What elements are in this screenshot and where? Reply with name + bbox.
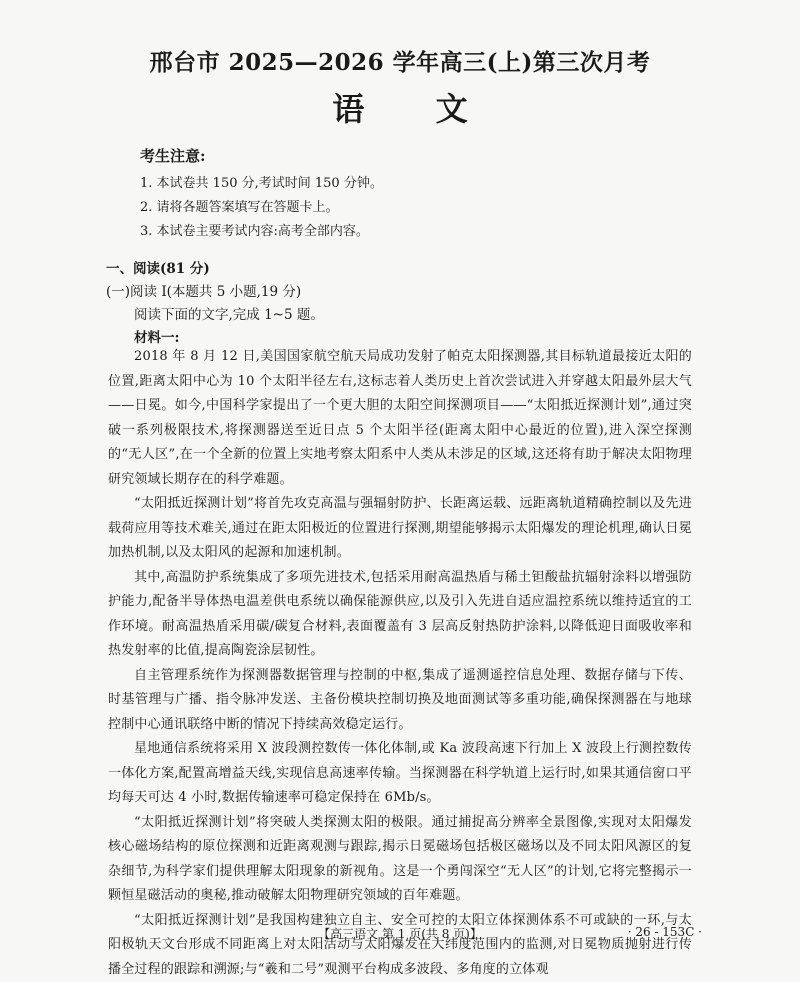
exam-code: · 26 - 153C ·	[612, 925, 702, 939]
notice-item: 2. 请将各题答案填写在答题卡上。	[140, 196, 700, 220]
candidate-notice	[140, 145, 700, 244]
subject-char: 文	[436, 84, 468, 130]
subject-title	[0, 84, 800, 130]
notice-item: 1. 本试卷共 150 分,考试时间 150 分钟。	[140, 172, 700, 196]
page-number-label: 【高三语文 第 1 页(共 8 页)】	[300, 925, 500, 942]
reading-instruction: 阅读下面的文字,完成 1~5 题。	[134, 303, 324, 323]
part-heading: 一、阅读(81 分)	[106, 257, 210, 277]
passage-paragraph: 其中,高温防护系统集成了多项先进技术,包括采用耐高温热盾与稀土钽酸盐抗辐射涂料以增强防护能力,配备半导体热电温差供电系统以确保能源供应,以及引入先进自适应温控系统以维持适宜的工作环境。耐高温热盾采用碳/碳复合材料,表面覆盖有 3 层高反射热防护涂料,以降低迎日面吸收率和热发射率的比值,提高陶瓷涂层韧性。	[108, 566, 692, 664]
passage-paragraph: “太阳抵近探测计划”将首先攻克高温与强辐射防护、长距离运载、远距离轨道精确控制以及先进载荷应用等技术难关,通过在距太阳极近的位置进行探测,期望能够揭示太阳爆发的理论机理,确认日冕加热机制,以及太阳风的起源和加速机制。	[108, 492, 692, 566]
material-label: 材料一:	[134, 326, 179, 346]
subject-char: 语	[332, 84, 364, 130]
reading-passage	[108, 345, 692, 982]
passage-paragraph: “太阳抵近探测计划”将突破人类探测太阳的极限。通过捕捉高分辨率全景图像,实现对太阳爆发核心磁场结构的原位探测和近距离观测与跟踪,揭示日冕磁场包括极区磁场以及不同太阳风源区的复杂细节,为科学家们提供理解太阳现象的新视角。这是一个勇闯深空“无人区”的计划,它将完整揭示一颗恒星磁活动的奥秘,推动破解太阳物理研究领域的百年难题。	[108, 811, 692, 909]
passage-paragraph: 自主管理系统作为探测器数据管理与控制的中枢,集成了遥测遥控信息处理、数据存储与下传、时基管理与广播、指令脉冲发送、主备份模块控制切换及地面测试等多重功能,确保探测器在与地球控制中心通讯联络中断的情况下持续高效稳定运行。	[108, 664, 692, 738]
passage-paragraph: 2018 年 8 月 12 日,美国国家航空航天局成功发射了帕克太阳探测器,其目标轨道最接近太阳的位置,距离太阳中心为 10 个太阳半径左右,这标志着人类历史上首次尝试进入并穿越太阳最外层大气——日冕。如今,中国科学家提出了一个更大胆的太阳空间探测项目——“太阳抵近探测计划”,通过突破一系列极限技术,将探测器送至近日点 5 个太阳半径(距离太阳中心最近的位置),进入深空探测的“无人区”,在一个全新的位置上实地考察太阳系中人类从未涉足的区域,这还将有助于解决太阳物理研究领域长期存在的科学难题。	[108, 345, 692, 492]
notice-item: 3. 本试卷主要考试内容:高考全部内容。	[140, 220, 700, 244]
notice-heading: 考生注意:	[140, 145, 700, 166]
passage-paragraph: 星地通信系统将采用 X 波段测控数传一体化体制,或 Ka 波段高速下行加上 X 波段上行测控数传一体化方案,配置高增益天线,实现信息高速率传输。当探测器在科学轨道上运行时,如果其通信窗口平均每天可达 4 小时,数据传输速率可稳定保持在 6Mb/s。	[108, 737, 692, 811]
subsection-heading: (一)阅读 I(本题共 5 小题,19 分)	[106, 280, 301, 300]
passage-paragraph: “太阳抵近探测计划”是我国构建独立自主、安全可控的太阳立体探测体系不可或缺的一环,与太阳极轨天文台形成不同距离上对太阳活动与太阳爆发在大纬度范围内的监测,对日冕物质抛射进行传播全过程的跟踪和溯源;与“羲和二号”观测平台构成多波段、多角度的立体观	[108, 909, 692, 982]
exam-title: 邢台市 2025—2026 学年高三(上)第三次月考	[0, 44, 800, 77]
